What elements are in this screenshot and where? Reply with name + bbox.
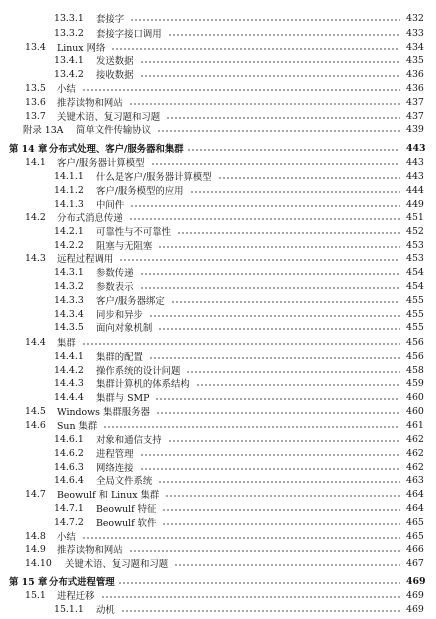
- dot-leader: [158, 246, 400, 248]
- toc-entry: [0, 210, 423, 224]
- toc-entry-title: 分布式消息传递: [57, 213, 123, 224]
- toc-entry: [0, 335, 423, 349]
- toc-entry-number: 14.10: [25, 557, 52, 569]
- toc-entry: [0, 487, 423, 501]
- toc-entry-page: 456: [406, 336, 424, 348]
- toc-entry: [0, 265, 423, 279]
- toc-entry-title: 发送数据: [96, 56, 134, 67]
- toc-entry-title: 客户/服务器绑定: [96, 296, 165, 307]
- toc-entry-number: 13.4.1: [54, 54, 84, 66]
- toc-entry-title: 面向对象机制: [96, 323, 153, 334]
- toc-entry-page: 463: [406, 474, 424, 486]
- toc-entry-number: 13.3.1: [54, 12, 84, 24]
- toc-entry-number: 14.6.3: [54, 461, 84, 473]
- toc-entry: [0, 446, 423, 460]
- toc-entry-title: 推荐读物和网站: [57, 98, 123, 109]
- toc-entry-title: Windows 集群服务器: [57, 407, 150, 418]
- toc-entry-page: 454: [406, 280, 424, 292]
- toc-entry-number: 13.5: [25, 82, 46, 94]
- toc-entry-page: 469: [406, 603, 424, 615]
- toc-entry-title: 小结: [57, 84, 76, 95]
- toc-entry-page: 453: [406, 239, 424, 251]
- toc-entry-title: 集群与 SMP: [96, 393, 150, 404]
- toc-entry: [0, 363, 423, 377]
- toc-entry-title: 同步和异步: [96, 310, 143, 321]
- toc-entry-page: 455: [406, 308, 424, 320]
- toc-entry: [0, 588, 423, 602]
- toc-entry-page: 462: [406, 447, 424, 459]
- toc-entry: [0, 432, 423, 446]
- toc-entry-title: 客户/服务模型的应用: [96, 186, 184, 197]
- toc-entry-title: 套接字: [96, 14, 125, 25]
- toc-entry-title: 进程迁移: [57, 591, 95, 602]
- toc-entry-page: 434: [406, 41, 424, 53]
- toc-entry: [0, 81, 423, 95]
- toc-entry-number: 14.1: [25, 156, 46, 168]
- toc-entry-title: 分布式进程管理: [49, 577, 115, 588]
- toc-entry-page: 460: [406, 405, 424, 417]
- dot-leader: [168, 440, 400, 442]
- toc-entry-page: 436: [406, 68, 424, 80]
- toc-entry-number: 14.4.4: [54, 391, 84, 403]
- toc-entry: [0, 349, 423, 363]
- toc-entry: [0, 320, 423, 334]
- toc-entry-number: 14.3: [25, 252, 46, 264]
- toc-entry-page: 452: [406, 225, 424, 237]
- toc-entry: [0, 40, 423, 54]
- dot-leader: [151, 163, 400, 165]
- dot-leader: [140, 61, 400, 63]
- toc-entry: [0, 53, 423, 67]
- toc-entry-title: 全局文件系统: [96, 476, 153, 487]
- toc-entry-number: 附录 13A: [23, 125, 64, 136]
- dot-leader: [103, 426, 400, 428]
- toc-entry-number: 14.7.2: [54, 516, 84, 528]
- toc-entry: [0, 376, 423, 390]
- dot-leader: [177, 232, 400, 234]
- toc-entry-page: 433: [406, 27, 424, 39]
- toc-entry: [0, 460, 423, 474]
- dot-leader: [156, 412, 400, 414]
- toc-entry-title: 参数传递: [96, 268, 134, 279]
- toc-entry-page: 462: [406, 461, 424, 473]
- toc-entry-page: 456: [406, 350, 424, 362]
- dot-leader: [82, 537, 400, 539]
- toc-entry-title: Beowulf 软件: [96, 518, 157, 529]
- toc-entry-title: Linux 网络: [57, 43, 106, 54]
- toc-entry-number: 14.6.1: [54, 433, 84, 445]
- toc-entry-number: 14.4.3: [54, 377, 84, 389]
- dot-leader: [129, 550, 400, 552]
- dot-leader: [121, 610, 400, 612]
- toc-entry-title: Beowulf 和 Linux 集群: [57, 490, 160, 501]
- toc-entry-page: 443: [406, 156, 424, 168]
- dot-leader: [187, 149, 400, 151]
- toc-entry-number: 13.7: [25, 110, 46, 122]
- toc-entry-number: 13.4.2: [54, 68, 84, 80]
- dot-leader: [149, 315, 400, 317]
- toc-entry-page: 453: [406, 252, 424, 264]
- toc-entry-number: 14.1.1: [54, 170, 84, 182]
- toc-entry-title: 集群计算机的体系结构: [96, 379, 190, 390]
- toc-entry-number: 第 14 章: [9, 144, 48, 155]
- toc-entry-number: 14.1.2: [54, 184, 84, 196]
- toc-entry-title: 什么是客户/服务器计算模型: [96, 172, 212, 183]
- toc-entry: [0, 122, 423, 136]
- toc-entry-number: 14.4.2: [54, 364, 84, 376]
- toc-entry: [0, 556, 423, 570]
- toc-entry-page: 464: [406, 502, 424, 514]
- toc-entry-number: 14.6.2: [54, 447, 84, 459]
- toc-entry-page: 469: [406, 575, 426, 587]
- dot-leader: [157, 130, 400, 132]
- toc-entry-title: 简单文件传输协议: [76, 125, 152, 136]
- toc-entry-page: 469: [406, 589, 424, 601]
- toc-entry-number: 14.3.1: [54, 266, 84, 278]
- toc-entry-number: 14.2.1: [54, 225, 84, 237]
- dot-leader: [129, 218, 400, 220]
- toc-entry-number: 15.1: [25, 589, 46, 601]
- toc-entry: [0, 279, 423, 293]
- toc-entry: [0, 67, 423, 81]
- dot-leader: [129, 103, 400, 105]
- toc-entry-page: 460: [406, 391, 424, 403]
- toc-entry-title: 阻塞与无阻塞: [96, 241, 153, 252]
- toc-entry-number: 13.6: [25, 96, 46, 108]
- toc-entry-number: 14.5: [25, 405, 46, 417]
- toc-entry: [0, 155, 423, 169]
- toc-entry: [0, 602, 423, 616]
- toc-entry-number: 14.2.2: [54, 239, 84, 251]
- toc-entry-title: 集群: [57, 338, 76, 349]
- toc-entry-title: 集群的配置: [96, 352, 143, 363]
- toc-entry-number: 14.3.4: [54, 308, 84, 320]
- toc-entry: [0, 501, 423, 515]
- toc-entry-title: Sun 集群: [57, 421, 98, 432]
- toc-entry-page: 458: [406, 364, 424, 376]
- toc-entry-page: 461: [406, 419, 424, 431]
- toc-entry: [0, 529, 423, 543]
- toc-entry-number: 第 15 章: [9, 577, 48, 588]
- toc-entry-page: 435: [406, 54, 424, 66]
- toc-entry-number: 14.9: [25, 543, 46, 555]
- dot-leader: [196, 384, 400, 386]
- toc-entry-page: 465: [406, 530, 424, 542]
- toc-entry-title: 远程过程调用: [57, 254, 114, 265]
- toc-entry: [0, 515, 423, 529]
- dot-leader: [119, 259, 400, 261]
- toc-entry: [0, 542, 423, 556]
- toc-entry-title: 推荐读物和网站: [57, 545, 123, 556]
- toc-entry-title: 进程管理: [96, 449, 134, 460]
- toc-entry-title: 分布式处理、客户/服务器和集群: [49, 144, 184, 155]
- toc-entry-number: 13.3.2: [54, 27, 84, 39]
- toc-entry-page: 467: [406, 557, 424, 569]
- dot-leader: [111, 48, 400, 50]
- toc-entry: [0, 473, 423, 487]
- dot-leader: [149, 357, 400, 359]
- toc-entry: [0, 307, 423, 321]
- toc-entry-title: 套接字接口调用: [96, 29, 162, 40]
- dot-leader: [82, 89, 400, 91]
- toc-entry: [0, 169, 423, 183]
- toc-entry-page: 437: [406, 96, 424, 108]
- toc-entry-title: 中间件: [96, 200, 125, 211]
- toc-entry-page: 466: [406, 543, 424, 555]
- dot-leader: [130, 205, 400, 207]
- toc-entry-page: 443: [406, 142, 426, 154]
- toc-entry-number: 14.3.3: [54, 294, 84, 306]
- toc-entry-title: 操作系统的设计问题: [96, 366, 181, 377]
- toc-entry: [0, 109, 423, 123]
- dot-leader: [140, 75, 400, 77]
- dot-leader: [218, 177, 400, 179]
- toc-entry-page: 437: [406, 110, 424, 122]
- toc-entry-page: 455: [406, 294, 424, 306]
- toc-entry: [0, 390, 423, 404]
- dot-leader: [140, 454, 400, 456]
- toc-entry-page: 436: [406, 82, 424, 94]
- toc-entry-page: 439: [406, 123, 424, 135]
- toc-entry-page: 444: [406, 184, 424, 196]
- toc-entry-page: 432: [406, 12, 424, 24]
- toc-entry: [0, 293, 423, 307]
- dot-leader: [140, 287, 400, 289]
- toc-entry: [0, 197, 423, 211]
- dot-leader: [155, 398, 400, 400]
- toc-entry: [0, 11, 423, 25]
- toc-entry-page: 443: [406, 170, 424, 182]
- toc-entry-number: 14.6: [25, 419, 46, 431]
- dot-leader: [171, 301, 400, 303]
- toc-entry-page: 454: [406, 266, 424, 278]
- toc-entry-page: 451: [406, 211, 424, 223]
- toc-entry-page: 449: [406, 198, 424, 210]
- toc-entry: [0, 95, 423, 109]
- toc-entry-title: 接收数据: [96, 70, 134, 81]
- toc-entry: [0, 574, 426, 588]
- dot-leader: [162, 509, 400, 511]
- toc-entry-title: 关键术语、复习题和习题: [65, 559, 169, 570]
- toc-entry-title: 参数表示: [96, 282, 134, 293]
- dot-leader: [168, 34, 400, 36]
- toc-entry-number: 14.4.1: [54, 350, 84, 362]
- dot-leader: [82, 343, 400, 345]
- toc-entry: [0, 26, 423, 40]
- toc-entry-number: 14.2: [25, 211, 46, 223]
- toc-entry-page: 462: [406, 433, 424, 445]
- toc-entry-title: 关键术语、复习题和习题: [57, 112, 161, 123]
- dot-leader: [162, 523, 400, 525]
- toc-entry: [0, 141, 426, 155]
- toc-entry: [0, 404, 423, 418]
- toc-entry-title: 动机: [96, 605, 115, 616]
- dot-leader: [190, 191, 400, 193]
- toc-entry-number: 13.4: [25, 41, 46, 53]
- toc-entry-number: 14.7.1: [54, 502, 84, 514]
- toc-entry: [0, 251, 423, 265]
- toc-entry: [0, 224, 423, 238]
- dot-leader: [158, 481, 400, 483]
- toc-entry-number: 14.7: [25, 488, 46, 500]
- toc-entry-page: 455: [406, 321, 424, 333]
- toc-entry-title: 对象和通信支持: [96, 435, 162, 446]
- toc-entry-page: 465: [406, 516, 424, 528]
- toc-entry-number: 14.8: [25, 530, 46, 542]
- toc-entry-page: 464: [406, 488, 424, 500]
- toc-entry-number: 14.1.3: [54, 198, 84, 210]
- toc-entry: [0, 183, 423, 197]
- dot-leader: [130, 19, 400, 21]
- toc-entry-number: 14.6.4: [54, 474, 84, 486]
- toc-entry-number: 14.3.5: [54, 321, 84, 333]
- toc-entry-title: 客户/服务器计算模型: [57, 158, 145, 169]
- dot-leader: [165, 495, 400, 497]
- toc-entry-title: 小结: [57, 532, 76, 543]
- dot-leader: [140, 468, 400, 470]
- toc-entry-title: Beowulf 特征: [96, 504, 157, 515]
- dot-leader: [101, 596, 400, 598]
- dot-leader: [140, 273, 400, 275]
- toc-entry-title: 可靠性与不可靠性: [96, 227, 172, 238]
- dot-leader: [186, 371, 400, 373]
- toc-entry-number: 14.3.2: [54, 280, 84, 292]
- dot-leader: [118, 582, 400, 584]
- toc-entry-number: 14.4: [25, 336, 46, 348]
- toc-entry: [0, 238, 423, 252]
- dot-leader: [174, 564, 400, 566]
- dot-leader: [166, 117, 400, 119]
- dot-leader: [158, 328, 400, 330]
- toc-entry-title: 网络连接: [96, 463, 134, 474]
- toc-entry-page: 459: [406, 377, 424, 389]
- toc-entry-number: 15.1.1: [54, 603, 84, 615]
- toc-entry: [0, 418, 423, 432]
